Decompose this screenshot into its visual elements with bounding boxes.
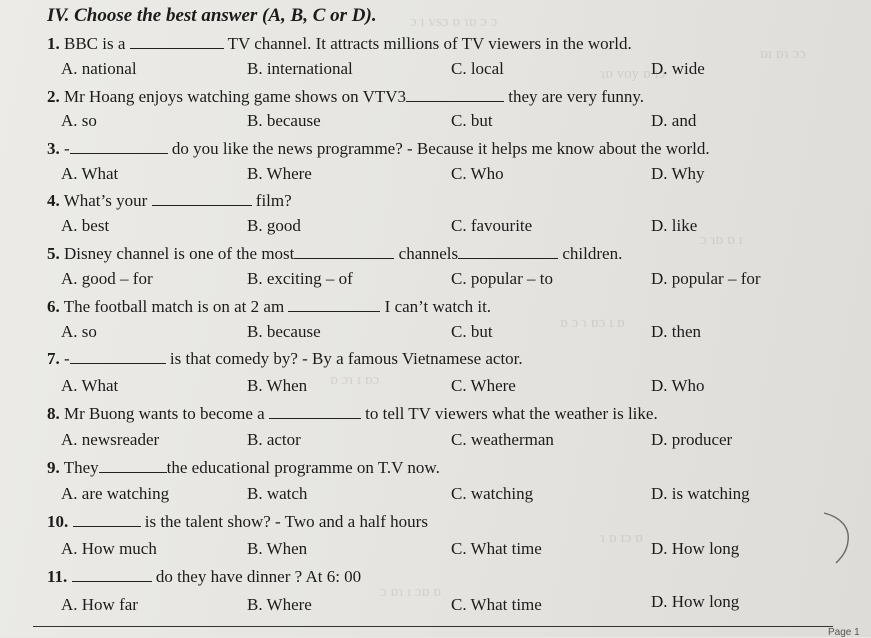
option-d[interactable]: D. Who	[651, 376, 705, 395]
option-d[interactable]: D. producer	[651, 430, 733, 449]
show-through-text: ɿɒ voy ɒ ıɔ	[600, 66, 666, 82]
option-d[interactable]: D. How long	[651, 592, 740, 611]
show-through-text: ɒ ɔ ɿ ɒɔ ı ɒ	[560, 315, 625, 331]
question-text: Disney channel is one of the most	[64, 244, 295, 263]
option-a[interactable]: A. are watching	[61, 484, 170, 503]
question-text: TV channel. It attracts millions of TV viewers in the world.	[227, 34, 632, 53]
option-c[interactable]: C. What time	[451, 539, 542, 558]
option-c[interactable]: C. popular – to	[451, 269, 553, 288]
option-b[interactable]: B. When	[247, 376, 308, 395]
option-a[interactable]: A. best	[61, 216, 110, 235]
question-text: I can’t watch it.	[384, 297, 492, 316]
option-a[interactable]: A. How far	[61, 595, 138, 614]
footer-rule	[33, 626, 833, 627]
show-through-text: ɒı ɒɿ ɔɔ	[760, 46, 806, 62]
answer-blank[interactable]	[130, 33, 224, 49]
question-number: 8.	[47, 404, 60, 423]
answer-blank[interactable]	[152, 190, 252, 206]
answer-blank[interactable]	[70, 348, 166, 364]
option-a[interactable]: A. so	[61, 322, 97, 341]
option-c[interactable]: C. Who	[451, 164, 504, 183]
option-b[interactable]: B. Where	[247, 595, 312, 614]
question-number: 11.	[47, 567, 68, 586]
option-a[interactable]: A. national	[61, 59, 137, 78]
question-text: is that comedy by? - By a famous Vietnamese actor.	[169, 349, 523, 368]
option-b[interactable]: B. exciting – of	[247, 269, 353, 288]
option-d[interactable]: D. popular – for	[651, 269, 761, 288]
question-text: do they have dinner ? At 6: 00	[155, 567, 362, 586]
question-2	[47, 86, 644, 107]
question-10	[47, 511, 428, 532]
option-d[interactable]: D. Why	[651, 164, 705, 183]
question-9	[47, 457, 440, 478]
answer-blank[interactable]	[406, 86, 504, 102]
option-b[interactable]: B. actor	[247, 430, 301, 449]
option-d[interactable]: D. then	[651, 322, 702, 341]
question-5	[47, 243, 622, 264]
option-d[interactable]: D. is watching	[651, 484, 750, 503]
question-number: 3.	[47, 139, 60, 158]
option-a[interactable]: A. What	[61, 164, 119, 183]
answer-blank[interactable]	[458, 243, 558, 259]
option-b[interactable]: B. international	[247, 59, 353, 78]
option-b[interactable]: B. because	[247, 111, 321, 130]
option-b[interactable]: B. Where	[247, 164, 312, 183]
option-a[interactable]: A. so	[61, 111, 97, 130]
question-text: They	[63, 458, 99, 477]
option-c[interactable]: C. but	[451, 322, 493, 341]
question-text: film?	[255, 191, 292, 210]
answer-blank[interactable]	[73, 511, 141, 527]
question-text: do you like the news programme? - Because it helps me know about the world.	[171, 139, 710, 158]
option-c[interactable]: C. favourite	[451, 216, 533, 235]
question-number: 7.	[47, 349, 60, 368]
option-d[interactable]: D. and	[651, 111, 697, 130]
option-a[interactable]: A. What	[61, 376, 119, 395]
option-c[interactable]: C. weatherman	[451, 430, 554, 449]
option-d[interactable]: D. wide	[651, 59, 705, 78]
question-number: 6.	[47, 297, 60, 316]
question-4	[47, 190, 292, 211]
question-text: Mr Hoang enjoys watching game shows on VTV3	[64, 87, 407, 106]
option-b[interactable]: B. because	[247, 322, 321, 341]
option-d[interactable]: D. How long	[651, 539, 740, 558]
question-number: 2.	[47, 87, 60, 106]
option-c[interactable]: C. Where	[451, 376, 516, 395]
question-11	[47, 566, 361, 587]
pencil-mark	[822, 505, 862, 565]
question-number: 5.	[47, 244, 60, 263]
question-text: to tell TV viewers what the weather is like.	[365, 404, 658, 423]
question-number: 10.	[47, 512, 69, 531]
question-3	[47, 138, 710, 159]
question-text: -	[64, 349, 70, 368]
option-d[interactable]: D. like	[651, 216, 698, 235]
show-through-text: ɔ ɒɿ ı ɔɒ ɒ	[380, 584, 442, 600]
question-text: BBC is a	[64, 34, 126, 53]
question-number: 4.	[47, 191, 60, 210]
question-1	[47, 33, 632, 54]
question-text: is the talent show? - Two and a half hours	[144, 512, 428, 531]
answer-blank[interactable]	[72, 566, 152, 582]
question-number: 9.	[47, 458, 60, 477]
question-text: What’s your	[63, 191, 148, 210]
question-text: children.	[562, 244, 623, 263]
option-c[interactable]: C. What time	[451, 595, 542, 614]
section-title: IV. Choose the best answer (A, B, C or D).	[47, 5, 377, 26]
show-through-text: ɔ ɿɒ ɒ ı	[700, 232, 743, 248]
show-through-text: ɿ ɒ ıɔ ɒ	[600, 530, 643, 546]
option-c[interactable]: C. watching	[451, 484, 534, 503]
option-b[interactable]: B. When	[247, 539, 308, 558]
page-label: Page 1	[828, 627, 860, 638]
question-8	[47, 403, 658, 424]
show-through-text: ɔ ı vsɔ ɒ ɿɒ ɔ ɔ	[410, 14, 498, 30]
option-a[interactable]: A. good – for	[61, 269, 153, 288]
option-a[interactable]: A. newsreader	[61, 430, 160, 449]
option-a[interactable]: A. How much	[61, 539, 157, 558]
option-c[interactable]: C. local	[451, 59, 504, 78]
question-6	[47, 296, 491, 317]
answer-blank[interactable]	[99, 457, 167, 473]
answer-blank[interactable]	[288, 296, 380, 312]
answer-blank[interactable]	[294, 243, 394, 259]
question-text: -	[64, 139, 70, 158]
question-7	[47, 348, 523, 369]
question-text: the educational programme on T.V now.	[166, 458, 440, 477]
option-b[interactable]: B. good	[247, 216, 301, 235]
question-text: Mr Buong wants to become a	[64, 404, 265, 423]
show-through-text: ɒ ɔɿ ı ɒɔ	[330, 372, 380, 388]
question-text: they are very funny.	[508, 87, 645, 106]
option-c[interactable]: C. but	[451, 111, 493, 130]
question-number: 1.	[47, 34, 60, 53]
question-text: The football match is on at 2 am	[63, 297, 285, 316]
option-b[interactable]: B. watch	[247, 484, 308, 503]
question-text: channels	[398, 244, 459, 263]
answer-blank[interactable]	[70, 138, 168, 154]
answer-blank[interactable]	[269, 403, 361, 419]
